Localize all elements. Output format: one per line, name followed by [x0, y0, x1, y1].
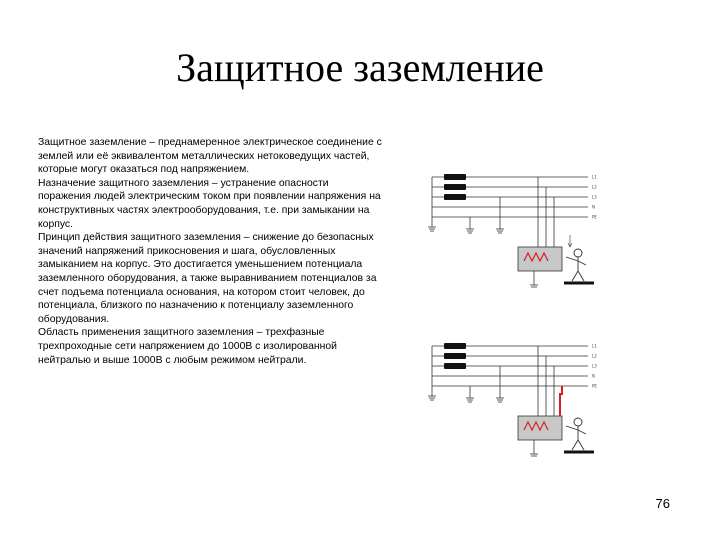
wire-label-l3: L3: [592, 363, 597, 369]
page-number: 76: [655, 496, 670, 511]
grounding-diagram-1: [420, 165, 610, 290]
grounding-diagram-2: [420, 334, 610, 459]
wire-label-pe: PE: [592, 214, 597, 220]
paragraph-definition: Защитное заземление – преднамеренное электрическое соединение с землей или её эквивалентом металлических нетоковедущих частей, которые могут оказаться под напряжением.: [38, 137, 382, 176]
paragraph-principle: Принцип действия защитного заземления – снижение до безопасных значений напряжений прикосновения и шага, обусловленных замыканием на корпус. Это достигается уменьшением потенциала заземленного оборудования, а также выравниванием потенциалов за счет подъема потенциала основания, на котором стоит человек, до потенциала, близкого по назначению к потенциалу заземленного оборудования.: [38, 232, 377, 325]
pe-conductor: [560, 386, 562, 416]
wire-label-l2: L2: [592, 353, 597, 359]
person-icon: [566, 418, 586, 450]
grounding-schematic-1: [420, 165, 610, 290]
person-icon: [566, 249, 586, 281]
wire-label-pe: PE: [592, 383, 597, 389]
body-text: [38, 136, 383, 367]
wire-label-n: N: [592, 204, 595, 210]
paragraph-purpose: Назначение защитного заземления – устранение опасности поражения людей электрическим током при появлении напряжения на конструктивных частях электрооборудования, т.е. при замыкании на корпус.: [38, 177, 381, 230]
wire-label-l3: L3: [592, 194, 597, 200]
paragraph-scope: Область применения защитного заземления – трехфазные трехпроходные сети напряжением до 1000В с изолированной нейтралью и выше 1000В с любым режимом нейтрали.: [38, 327, 337, 366]
grounding-schematic-2: [420, 334, 610, 459]
wire-label-l2: L2: [592, 184, 597, 190]
wire-label-l1: L1: [592, 174, 597, 180]
wire-label-l1: L1: [592, 343, 597, 349]
wire-label-n: N: [592, 373, 595, 379]
slide-title: Защитное заземление: [176, 45, 544, 90]
